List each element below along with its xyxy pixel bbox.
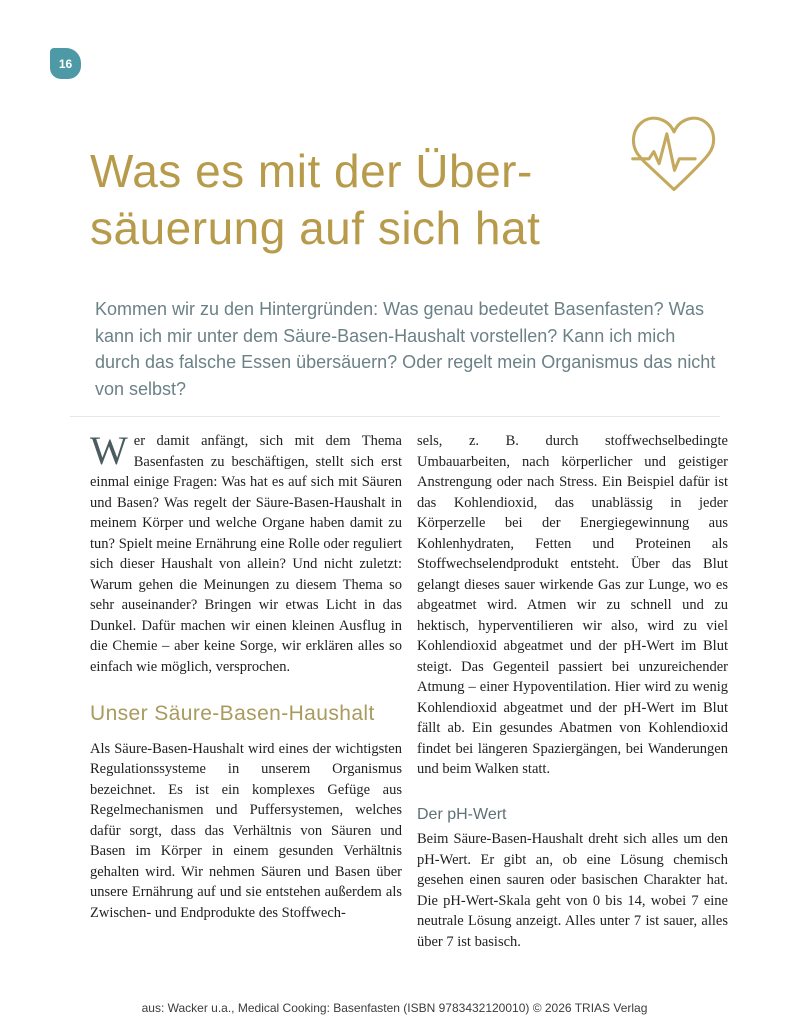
page-title-line1: Was es mit der Über-: [90, 144, 533, 197]
page-title: [90, 143, 650, 257]
section-heading: Unser Säure-Basen-Haushalt: [90, 702, 375, 725]
body-paragraph-text: er damit anfängt, sich mit dem Thema Basenfasten zu beschäftigen, stellt sich erst einmal einige Fragen: Was hat es auf sich mit Säuren und Basen? Was regelt der Säure-Basen-Haushalt in meinem Körper und welche Organe haben damit zu tun? Spielt meine Ernährung eine Rolle oder reguliert sich dieser Haushalt von allein? Und nicht zuletzt: Warum gehen die Meinungen zu diesem Thema so sehr auseinander? Bringen wir etwas Licht in das Dunkel. Dafür machen wir einen kleinen Ausflug in die Chemie – aber keine Sorge, wir erklären alles so einfach wie möglich, versprochen.: [90, 433, 402, 675]
text-column-left: [90, 428, 402, 923]
section-divider: [70, 416, 720, 417]
body-paragraph: sels, z. B. durch stoffwechselbedingte Umbauarbeiten, nach körperlicher und geistiger Anstrengung oder nach Stress. Ein Beispiel dafür ist das Kohlendioxid, das unablässig in jeder Körperzelle bei der Energiegewinnung aus Kohlenhydraten, Fetten und Proteinen als Stoffwechselendprodukt entsteht. Über das Blut gelangt dieses sauer wirkende Gas zur Lunge, wo es abgeatmet wird. Atmen wir zu schnell und zu hektisch, hyperventilieren wir also, wird zu viel Kohlendioxid abgeatmet und der pH-Wert im Blut steigt. Das Gegenteil passiert bei unzureichender Atmung – einer Hypoventilation. Hier wird zu wenig Kohlendioxid abgeatmet und der pH-Wert im Blut fällt ab. Ein gesundes Abatmen von Kohlendioxid findet bei längeren Spaziergängen, bei Wanderungen und beim Walken statt.: [417, 433, 728, 777]
heart-pulse-icon: [626, 108, 722, 200]
intro-paragraph: Kommen wir zu den Hintergründen: Was genau bedeutet Basenfasten? Was kann ich mir unter dem Säure-Basen-Haushalt vorstellen? Kann ich mich durch das falsche Essen übersäuern? Oder regelt mein Organismus das nicht von selbst?: [95, 299, 716, 399]
drop-cap: W: [90, 428, 128, 473]
sub-heading: Der pH-Wert: [417, 805, 507, 823]
body-paragraph: Als Säure-Basen-Haushalt wird eines der wichtigsten Regulationssysteme in unserem Organismus bezeichnet. Es ist ein komplexes Gefüge aus Regelmechanismen und Puffersystemen, welches dafür sorgt, dass das Verhältnis von Säuren und Basen im Körper in einem gesunden Verhältnis gehalten wird. Wir nehmen Säuren und Basen über unsere Ernährung auf und sie entstehen außerdem als Zwischen- und Endprodukte des Stoffwech-: [90, 740, 402, 921]
page-title-line2: säuerung auf sich hat: [90, 201, 541, 254]
footer-credit: aus: Wacker u.a., Medical Cooking: Basenfasten (ISBN 9783432120010) © 2026 TRIAS Verlag: [141, 1001, 648, 1015]
body-paragraph: Beim Säure-Basen-Haushalt dreht sich alles um den pH-Wert. Er gibt an, ob eine Lösung chemisch gesehen einen sauren oder basischen Charakter hat. Die pH-Wert-Skala geht von 0 bis 14, wobei 7 eine neutrale Lösung anzeigt. Alles unter 7 ist sauer, alles über 7 ist basisch.: [417, 831, 728, 950]
page-number-badge: [50, 48, 81, 79]
page-number: 16: [58, 56, 73, 71]
text-column-right: [417, 431, 728, 952]
body-paragraph: [90, 428, 402, 677]
